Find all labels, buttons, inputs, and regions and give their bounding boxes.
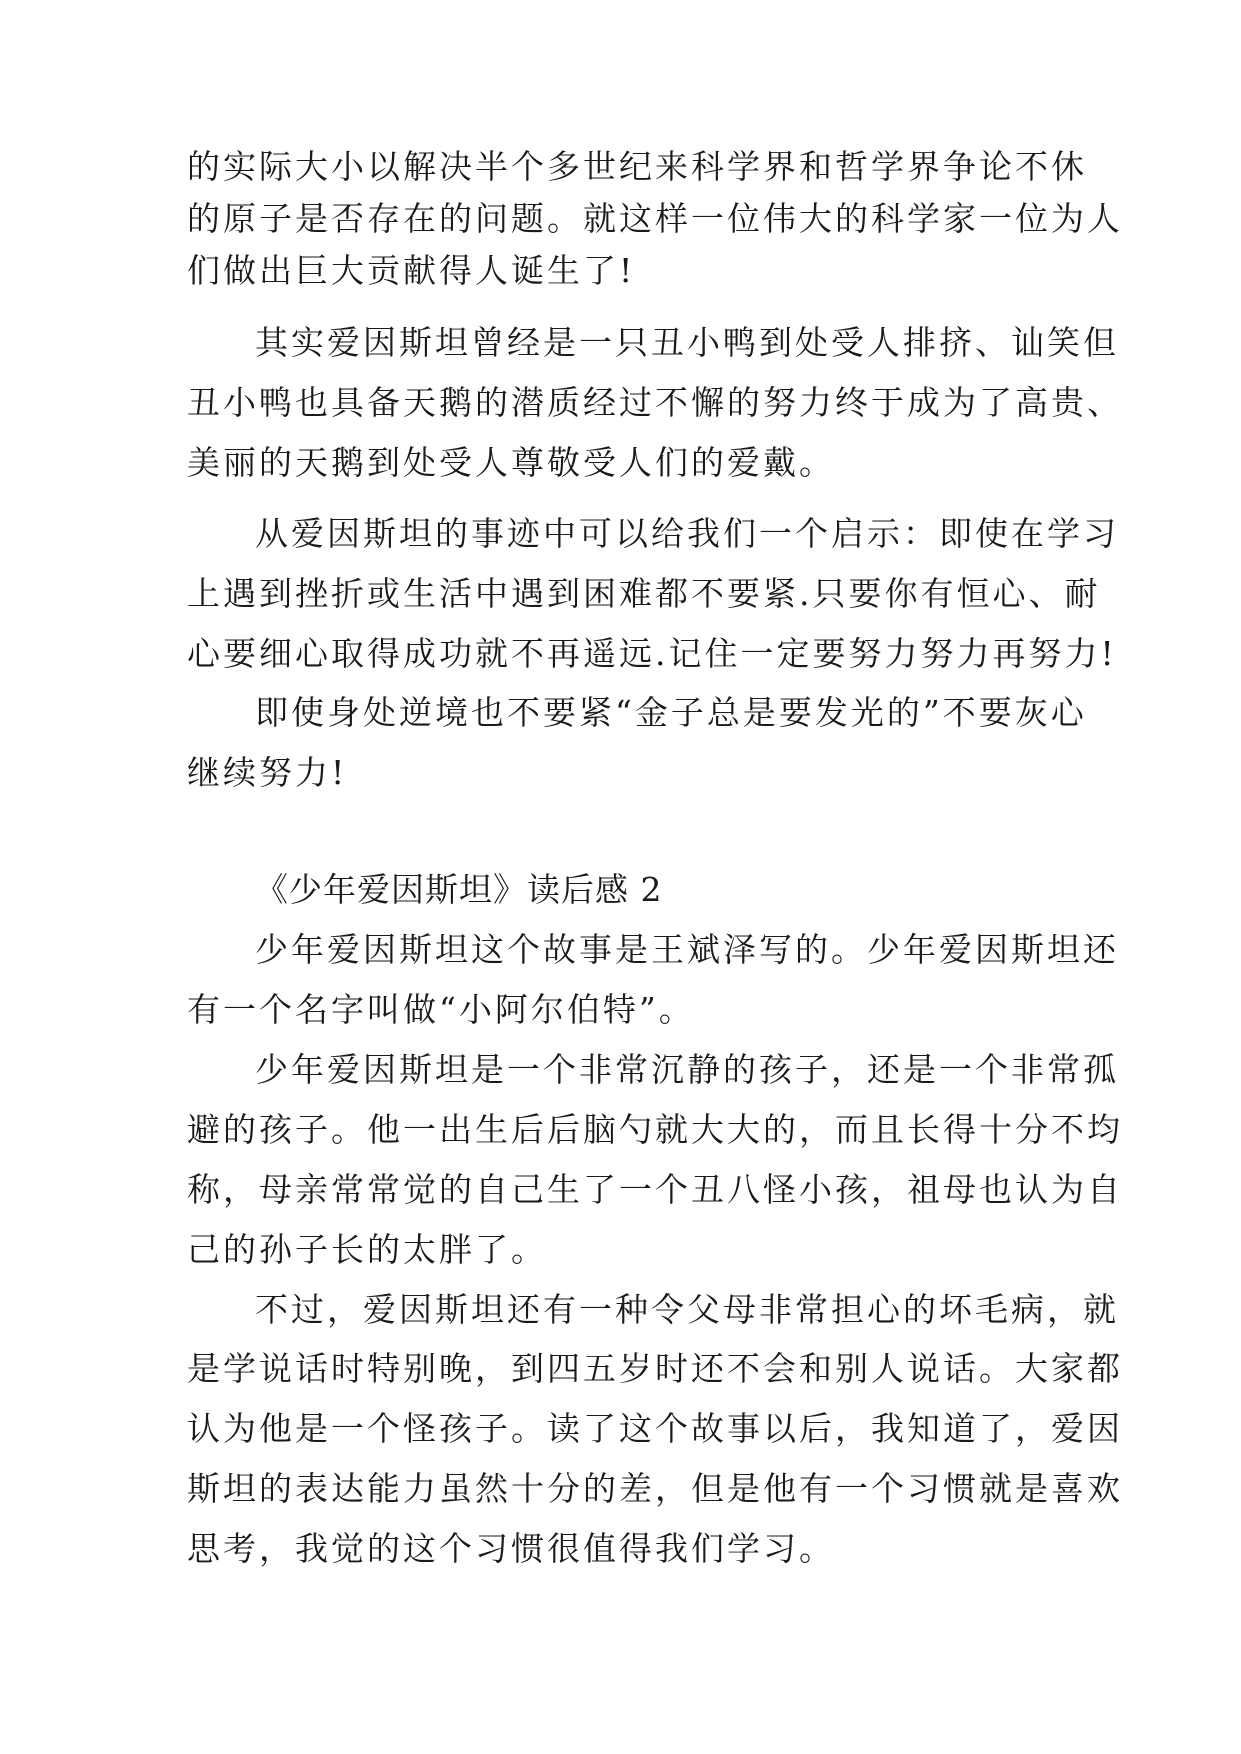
text-line: 丑小鸭也具备天鹅的潜质经过不懈的努力终于成为了高贵、 <box>187 383 1123 422</box>
text-line: 有一个名字叫做“小阿尔伯特”。 <box>187 990 695 1029</box>
text-line: 思考，我觉的这个习惯很值得我们学习。 <box>187 1529 835 1568</box>
text-line: 心要细心取得成功就不再遥远.记住一定要努力努力再努力! <box>187 634 1117 673</box>
section-heading: 《少年爱因斯坦》读后感 2 <box>255 870 663 909</box>
text-line: 其实爱因斯坦曾经是一只丑小鸭到处受人排挤、讪笑但 <box>255 323 1119 362</box>
text-line: 的原子是否存在的问题。就这样一位伟大的科学家一位为人 <box>187 199 1123 238</box>
text-line: 不过，爱因斯坦还有一种令父母非常担心的坏毛病，就 <box>255 1290 1119 1329</box>
text-line: 从爱因斯坦的事迹中可以给我们一个启示：即使在学习 <box>255 514 1119 553</box>
text-line: 斯坦的表达能力虽然十分的差，但是他有一个习惯就是喜欢 <box>187 1469 1123 1508</box>
text-line: 认为他是一个怪孩子。读了这个故事以后，我知道了，爱因 <box>187 1409 1123 1448</box>
text-line: 避的孩子。他一出生后后脑勺就大大的，而且长得十分不均 <box>187 1110 1123 1149</box>
text-line: 少年爱因斯坦这个故事是王斌泽写的。少年爱因斯坦还 <box>255 930 1119 969</box>
text-line: 继续努力! <box>187 753 348 792</box>
text-line: 己的孙子长的太胖了。 <box>187 1230 547 1269</box>
text-line: 美丽的天鹅到处受人尊敬受人们的爱戴。 <box>187 443 835 482</box>
text-line: 上遇到挫折或生活中遇到困难都不要紧.只要你有恒心、耐 <box>187 574 1101 613</box>
text-line: 少年爱因斯坦是一个非常沉静的孩子，还是一个非常孤 <box>255 1050 1119 1089</box>
text-line: 称，母亲常常觉的自己生了一个丑八怪小孩，祖母也认为自 <box>187 1170 1123 1209</box>
text-line: 是学说话时特别晚，到四五岁时还不会和别人说话。大家都 <box>187 1349 1123 1388</box>
text-line: 的实际大小以解决半个多世纪来科学界和哲学界争论不休 <box>187 147 1087 186</box>
text-line: 即使身处逆境也不要紧“金子总是要发光的”不要灰心 <box>255 693 1087 732</box>
text-line: 们做出巨大贡献得人诞生了! <box>187 251 636 290</box>
